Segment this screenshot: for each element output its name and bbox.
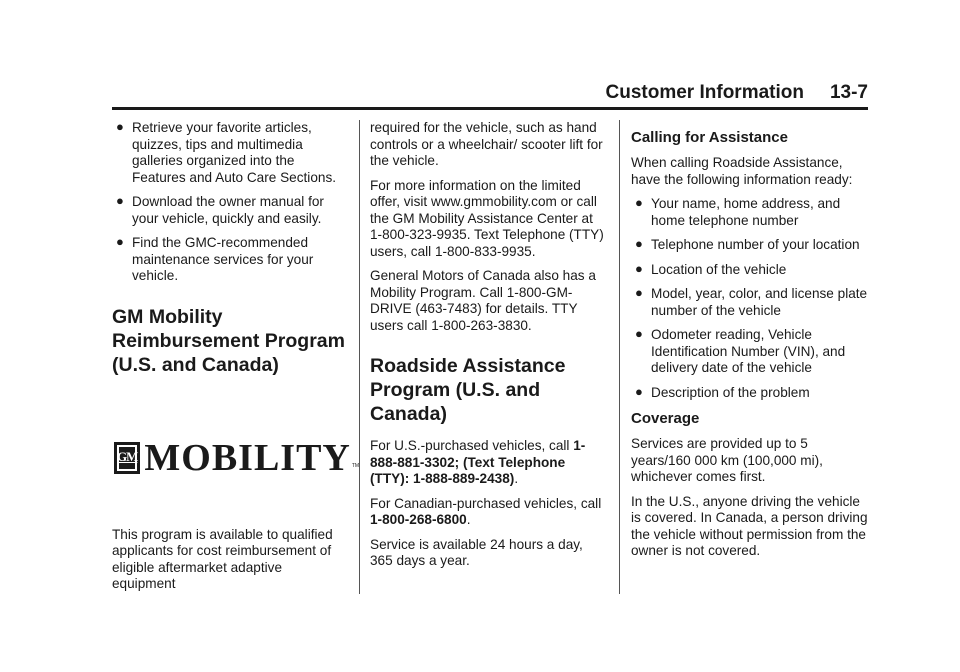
list-item: ● Your name, home address, and home telephone number: [635, 195, 841, 228]
page-number: 13-7: [829, 82, 868, 103]
bullet-icon: ●: [116, 119, 124, 134]
bullet-icon: ●: [635, 326, 643, 341]
us-phone-numbers: 1-888-881-3302; (Text Telephone (TTY): 1-888-889-2438): [370, 438, 586, 486]
list-item: ● Retrieve your favorite articles, quizzes, tips and multimedia galleries organized into the Features and Auto Care Sections.: [116, 119, 337, 185]
section-heading: Roadside Assistance Program (U.S. and Canada): [370, 355, 566, 425]
column-2: [370, 120, 606, 578]
list-item: ● Location of the vehicle: [635, 260, 787, 277]
paragraph: For more information on the limited offer, visit www.gmmobility.com or call the GM Mobility Assistance Center at 1-800-323-9935. Text Telephone (TTY) users, call 1-800-833-9935.: [370, 177, 604, 259]
bullet-list: [631, 196, 869, 401]
list-item: ● Description of the problem: [635, 383, 810, 400]
paragraph: General Motors of Canada also has a Mobility Program. Call 1-800-GM-DRIVE (463-7483) for details. TTY users call 1-800-263-3830.: [370, 268, 596, 333]
paragraph: When calling Roadside Assistance, have the following information ready:: [631, 155, 853, 187]
section-title: Customer Information: [605, 82, 804, 103]
header-rule: [112, 107, 868, 110]
column-1: [112, 119, 360, 601]
paragraph: required for the vehicle, such as hand controls or a wheelchair/ scooter lift for the vehicle.: [370, 120, 603, 168]
subsection-heading: Calling for Assistance: [631, 129, 788, 146]
bullet-icon: ●: [116, 234, 124, 249]
gm-logo-box: GM: [114, 442, 140, 474]
trademark-mark: TM: [351, 463, 360, 469]
bullet-icon: ●: [635, 260, 643, 276]
subsection-heading: Coverage: [631, 410, 700, 427]
bullet-icon: ●: [635, 236, 643, 251]
canada-phone-number: 1-800-268-6800: [370, 512, 467, 527]
list-item: ● Download the owner manual for your vehicle, quickly and easily.: [116, 193, 324, 226]
paragraph: Services are provided up to 5 years/160 000 km (100,000 mi), whichever comes first.: [631, 436, 823, 484]
bullet-list: [112, 120, 348, 285]
list-item: ● Model, year, color, and license plate number of the vehicle: [635, 285, 868, 318]
section-heading: GM Mobility Reimbursement Program (U.S. and Canada): [112, 305, 345, 376]
paragraph: For Canadian-purchased vehicles, call 1-800-268-6800.: [370, 495, 602, 527]
column-3: [631, 120, 869, 568]
bullet-icon: ●: [635, 195, 643, 210]
column-divider: [619, 120, 620, 594]
bullet-icon: ●: [116, 193, 124, 208]
page-header: [112, 80, 868, 106]
list-item: ● Odometer reading, Vehicle Identification Number (VIN), and delivery date of the vehicle: [635, 326, 846, 375]
column-divider: [359, 120, 360, 594]
paragraph: For U.S.-purchased vehicles, call 1-888-881-3302; (Text Telephone (TTY): 1-888-889-2438).: [370, 438, 586, 486]
list-item: ● Telephone number of your location: [635, 236, 860, 252]
gm-mobility-logo: [114, 433, 360, 483]
bullet-icon: ●: [635, 383, 643, 399]
paragraph: Service is available 24 hours a day, 365 days a year.: [370, 536, 583, 568]
list-item: ● Find the GMC-recommended maintenance services for your vehicle.: [116, 234, 314, 283]
bullet-icon: ●: [635, 285, 643, 300]
paragraph: This program is available to qualified applicants for cost reimbursement of eligible aftermarket adaptive equipment: [112, 526, 333, 591]
logo-wordmark: MOBILITY: [144, 436, 351, 479]
paragraph: In the U.S., anyone driving the vehicle is covered. In Canada, a person driving the vehicle without permission from the owner is not covered.: [631, 493, 868, 558]
